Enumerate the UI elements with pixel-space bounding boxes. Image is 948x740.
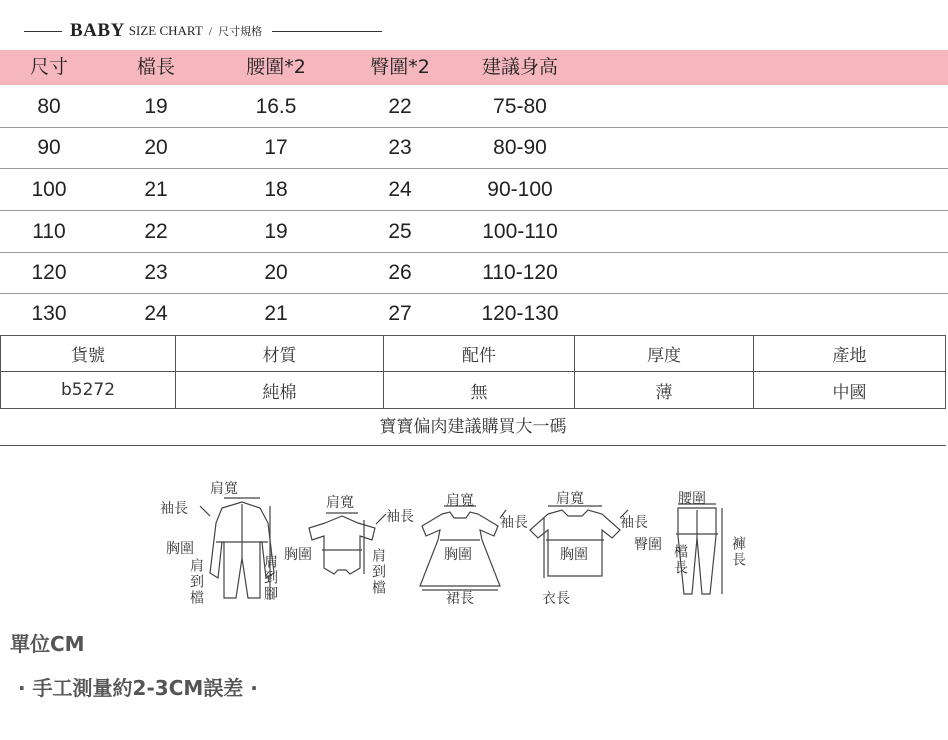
table-row: [0, 86, 948, 128]
table-row: [0, 293, 948, 334]
info-header-accessories: 配件: [384, 336, 575, 372]
cell-size: 110: [32, 220, 66, 243]
top-shoulder-label: 肩寬: [556, 491, 584, 507]
measurement-diagram: [150, 478, 750, 618]
product-info-table: [0, 335, 946, 409]
dress-chest-label: 胸圍: [444, 547, 472, 563]
info-header-sku: 貨號: [1, 336, 176, 372]
cell-height: 80-90: [493, 136, 547, 159]
table-row: [0, 169, 948, 211]
bodysuit-chest-label: 胸圍: [284, 547, 312, 563]
size-advice-note: 寶寶偏肉建議購買大一碼: [0, 410, 946, 446]
cell-height: 90-100: [487, 178, 553, 201]
pants-length-label: 褲長: [730, 536, 746, 568]
info-header-material: 材質: [176, 336, 384, 372]
title-brand: BABY: [70, 20, 125, 41]
cell-crotch-length: 20: [144, 136, 168, 159]
header-height: 建議身高: [481, 56, 558, 78]
cell-size: 80: [37, 95, 61, 118]
header-crotch-length: 檔長: [136, 56, 175, 78]
dress-shoulder-label: 肩寬: [446, 493, 474, 509]
title-left-rule: [24, 31, 62, 32]
info-value-material: 純棉: [176, 372, 384, 409]
table-row: [0, 127, 948, 169]
cell-hip: 22: [388, 95, 412, 118]
cell-height: 100-110: [482, 220, 558, 243]
cell-hip: 23: [388, 136, 412, 159]
cell-waist: 20: [264, 261, 288, 284]
info-header-row: [1, 336, 946, 372]
header-size: 尺寸: [29, 56, 68, 78]
cell-waist: 17: [264, 136, 288, 159]
bodysuit-shoulder-to-crotch-label: 肩到檔: [370, 548, 386, 596]
cell-crotch-length: 23: [144, 261, 168, 284]
info-value-thickness: 薄: [575, 372, 754, 409]
cell-size: 90: [37, 136, 61, 159]
pants-hip-label: 臀圍: [634, 537, 662, 553]
size-table-header: [0, 50, 948, 85]
size-chart-title: [24, 17, 382, 45]
top-length-label: 衣長: [542, 591, 570, 607]
title-chinese: 尺寸規格: [218, 25, 263, 38]
cell-hip: 24: [388, 178, 412, 201]
romper-sleeve-label: 袖長: [160, 501, 188, 517]
romper-chest-label: 胸圍: [166, 541, 194, 557]
info-value-accessories: 無: [384, 372, 575, 409]
cell-crotch-length: 21: [144, 178, 168, 201]
cell-hip: 25: [388, 220, 412, 243]
cell-size: 130: [31, 302, 67, 325]
dress-length-label: 裙長: [446, 591, 474, 607]
header-hip: 臀圍*2: [370, 56, 430, 78]
top-chest-label: 胸圍: [560, 547, 588, 563]
cell-crotch-length: 19: [144, 95, 168, 118]
cell-crotch-length: 22: [144, 220, 168, 243]
cell-hip: 26: [388, 261, 412, 284]
cell-height: 120-130: [481, 302, 559, 325]
cell-waist: 21: [264, 302, 288, 325]
top-sleeve-label: 袖長: [620, 515, 648, 531]
cell-crotch-length: 24: [144, 302, 168, 325]
cell-size: 120: [31, 261, 67, 284]
cell-waist: 16.5: [255, 95, 297, 118]
info-header-origin: 產地: [754, 336, 946, 372]
info-header-thickness: 厚度: [575, 336, 754, 372]
dress-sleeve-label: 袖長: [500, 515, 528, 531]
header-waist: 腰圍*2: [246, 56, 306, 78]
info-value-origin: 中國: [754, 372, 946, 409]
cell-hip: 27: [388, 302, 412, 325]
pants-rise-label: 檔長: [672, 544, 688, 576]
pants-waist-label: 腰圍: [678, 491, 706, 507]
measurement-error-note: · 手工測量約2-3CM誤差 ·: [18, 676, 258, 700]
bodysuit-sleeve-label: 袖長: [386, 509, 414, 525]
cell-waist: 19: [264, 220, 288, 243]
title-right-rule: [272, 31, 382, 32]
cell-waist: 18: [264, 178, 288, 201]
info-value-row: [1, 372, 946, 409]
romper-shoulder-to-foot-label: 肩到腳: [262, 554, 278, 602]
table-row: [0, 211, 948, 253]
title-separator: /: [208, 23, 213, 38]
romper-shoulder-to-crotch-label: 肩到檔: [188, 558, 204, 606]
cell-height: 75-80: [493, 95, 547, 118]
table-row: [0, 252, 948, 294]
bodysuit-outline: [309, 516, 375, 574]
cell-size: 100: [31, 178, 67, 201]
title-subtitle: SIZE CHART: [128, 23, 203, 38]
bodysuit-shoulder-label: 肩寬: [326, 495, 354, 511]
romper-shoulder-label: 肩寬: [210, 481, 238, 497]
cell-height: 110-120: [482, 261, 558, 284]
unit-label: 單位CM: [10, 632, 85, 656]
info-value-sku: b5272: [1, 372, 176, 409]
